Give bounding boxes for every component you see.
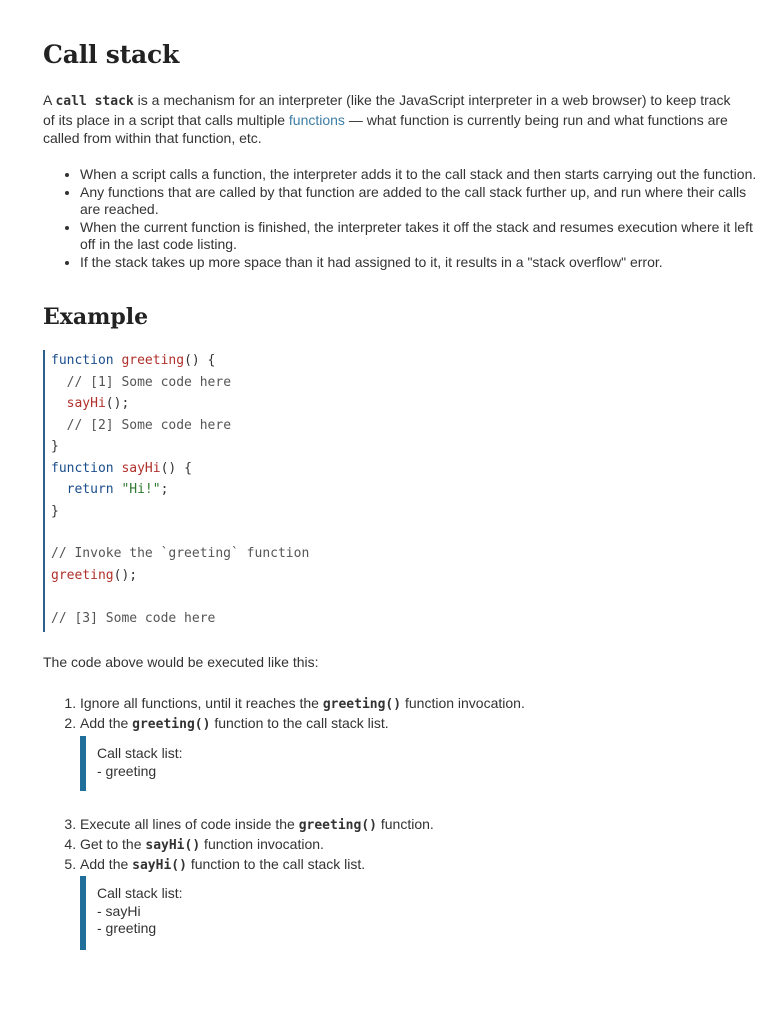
bullet-list <box>43 166 768 271</box>
call-stack-box <box>80 736 380 791</box>
step-text: function to the call stack list. <box>186 856 366 872</box>
call-stack-line: Call stack list: <box>97 885 183 901</box>
intro-text-3: — what function is currently being run and what functions are called from within that function, etc. <box>43 112 728 146</box>
inline-code: sayHi() <box>145 838 201 853</box>
call-stack-line: - greeting <box>97 920 157 936</box>
code-punct: } <box>51 503 59 519</box>
step-item <box>80 815 434 835</box>
code-line <box>51 415 231 437</box>
step-text: Ignore all functions, until it reaches the <box>80 695 323 711</box>
code-line <box>51 608 215 630</box>
call-stack-box <box>80 876 380 950</box>
code-function-name: sayHi <box>66 396 106 411</box>
inline-code: greeting() <box>298 818 377 833</box>
code-keyword: function <box>51 460 114 476</box>
intro-paragraph <box>43 91 733 147</box>
inline-code: greeting() <box>322 697 402 712</box>
page-title: Call stack <box>43 40 180 69</box>
code-punct: (); <box>105 396 130 411</box>
step-text: function invocation. <box>200 836 324 852</box>
execution-intro: The code above would be executed like this: <box>43 654 319 670</box>
code-keyword: function <box>51 353 114 368</box>
code-line <box>51 543 309 565</box>
step-text: Get to the <box>80 836 146 852</box>
step-item <box>80 714 525 734</box>
code-punct: (); <box>113 567 138 583</box>
step-item <box>80 694 525 714</box>
example-heading: Example <box>43 304 149 330</box>
step-text: function invocation. <box>401 695 525 711</box>
step-text: Add the <box>80 856 133 872</box>
step-text: function. <box>376 816 434 832</box>
code-function-name: greeting <box>51 567 114 583</box>
code-punct: () { <box>160 460 192 476</box>
inline-code: greeting() <box>132 717 211 732</box>
functions-link[interactable]: functions <box>288 112 345 128</box>
step-text: Add the <box>80 715 133 731</box>
bullet-item: • If the stack takes up more space than it had assigned to it, it results in a "stack overflow" error. <box>80 254 768 272</box>
code-comment: // Invoke the `greeting` function <box>51 546 310 561</box>
code-line <box>51 565 137 587</box>
intro-text-2: is a mechanism for an interpreter (like the JavaScript interpreter in a web browser) to keep track of its place in a script that calls multiple <box>43 92 731 128</box>
bullet-item: • When the current function is finished, the interpreter takes it off the stack and resumes execution where it left off in the last code listing. <box>80 219 768 254</box>
code-punct: ; <box>160 482 169 497</box>
code-keyword: return <box>66 482 114 497</box>
call-stack-line: - greeting <box>97 762 157 779</box>
intro-term: call stack <box>55 94 134 109</box>
step-item <box>80 835 434 855</box>
code-string: "Hi!" <box>121 482 161 497</box>
step-text: function to the call stack list. <box>210 715 389 731</box>
code-comment: // [2] Some code here <box>66 417 232 433</box>
steps-list-1 <box>43 694 525 734</box>
call-stack-line: Call stack list: <box>97 745 183 761</box>
code-line <box>51 458 192 480</box>
code-line <box>51 350 215 372</box>
call-stack-line: - sayHi <box>97 902 141 919</box>
code-comment: // [1] Some code here <box>66 374 232 390</box>
bullet-item: • Any functions that are called by that function are added to the call stack further up, and run where their calls are reached. <box>80 184 768 219</box>
code-line <box>51 479 168 501</box>
steps-list-2 <box>43 815 434 875</box>
code-line <box>51 393 129 415</box>
intro-text-1: A <box>43 92 56 108</box>
code-function-name: sayHi <box>121 460 161 476</box>
code-comment: // [3] Some code here <box>51 610 216 626</box>
code-line <box>51 501 59 523</box>
code-function-name: greeting <box>121 353 185 368</box>
code-punct: } <box>51 439 59 454</box>
code-punct: () { <box>184 353 216 368</box>
step-text: Execute all lines of code inside the <box>80 816 299 832</box>
bullet-item: • When a script calls a function, the interpreter adds it to the call stack and then starts carrying out the function. <box>80 166 768 184</box>
step-item <box>80 855 434 875</box>
code-line <box>51 372 231 394</box>
code-line <box>51 436 59 458</box>
code-block <box>43 350 745 632</box>
inline-code: sayHi() <box>132 858 187 873</box>
